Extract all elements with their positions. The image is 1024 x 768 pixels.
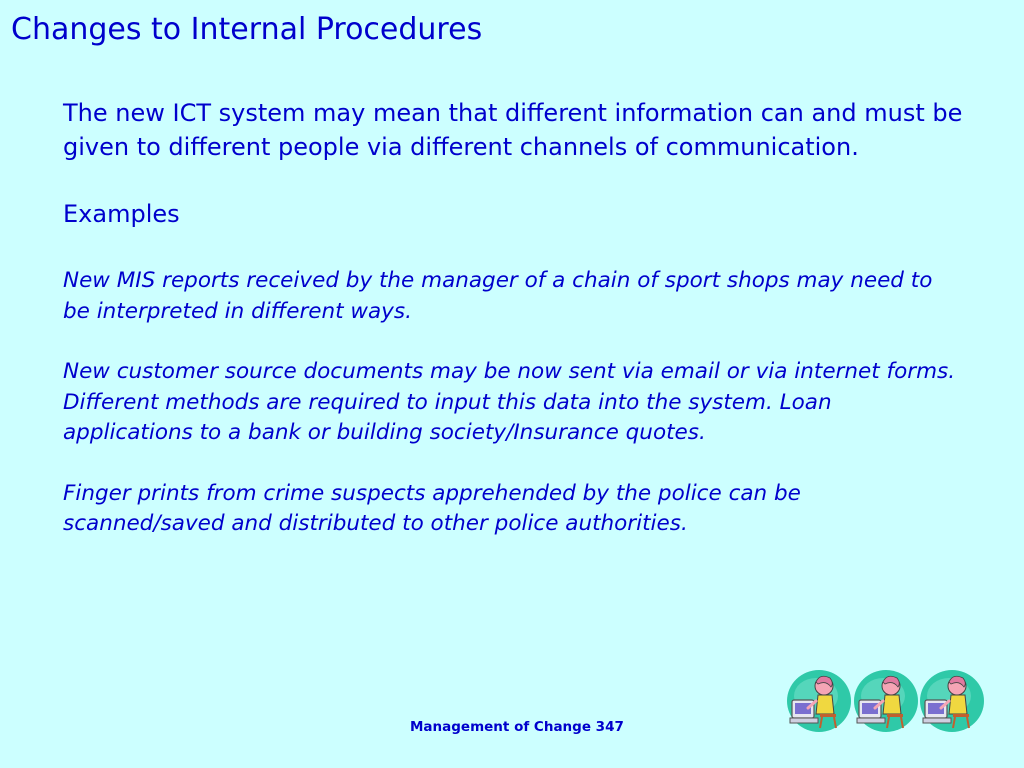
example-source-documents: New customer source documents may be now sent via email or via internet forms. Different methods are required to input this data into the system. Loan applications to a bank or building society/Insurance quotes. [63, 359, 956, 445]
slide-title: Changes to Internal Procedures [11, 12, 483, 47]
person-at-computer-icon [919, 668, 987, 734]
example-mis-reports: New MIS reports received by the manager of a chain of sport shops may need to be interpreted in different ways. [63, 268, 933, 324]
examples-heading: Examples [63, 200, 180, 228]
intro-paragraph: The new ICT system may mean that different information can and must be given to different people via different channels of communication. [63, 99, 963, 161]
person-at-computer-icon [853, 668, 921, 734]
example-finger-prints: Finger prints from crime suspects apprehended by the police can be scanned/saved and distributed to other police authorities. [63, 480, 801, 536]
slide-footer: Management of Change 347 [410, 719, 624, 735]
person-at-computer-icon [786, 668, 854, 734]
clipart-group [786, 668, 996, 734]
slide-body [63, 96, 963, 540]
